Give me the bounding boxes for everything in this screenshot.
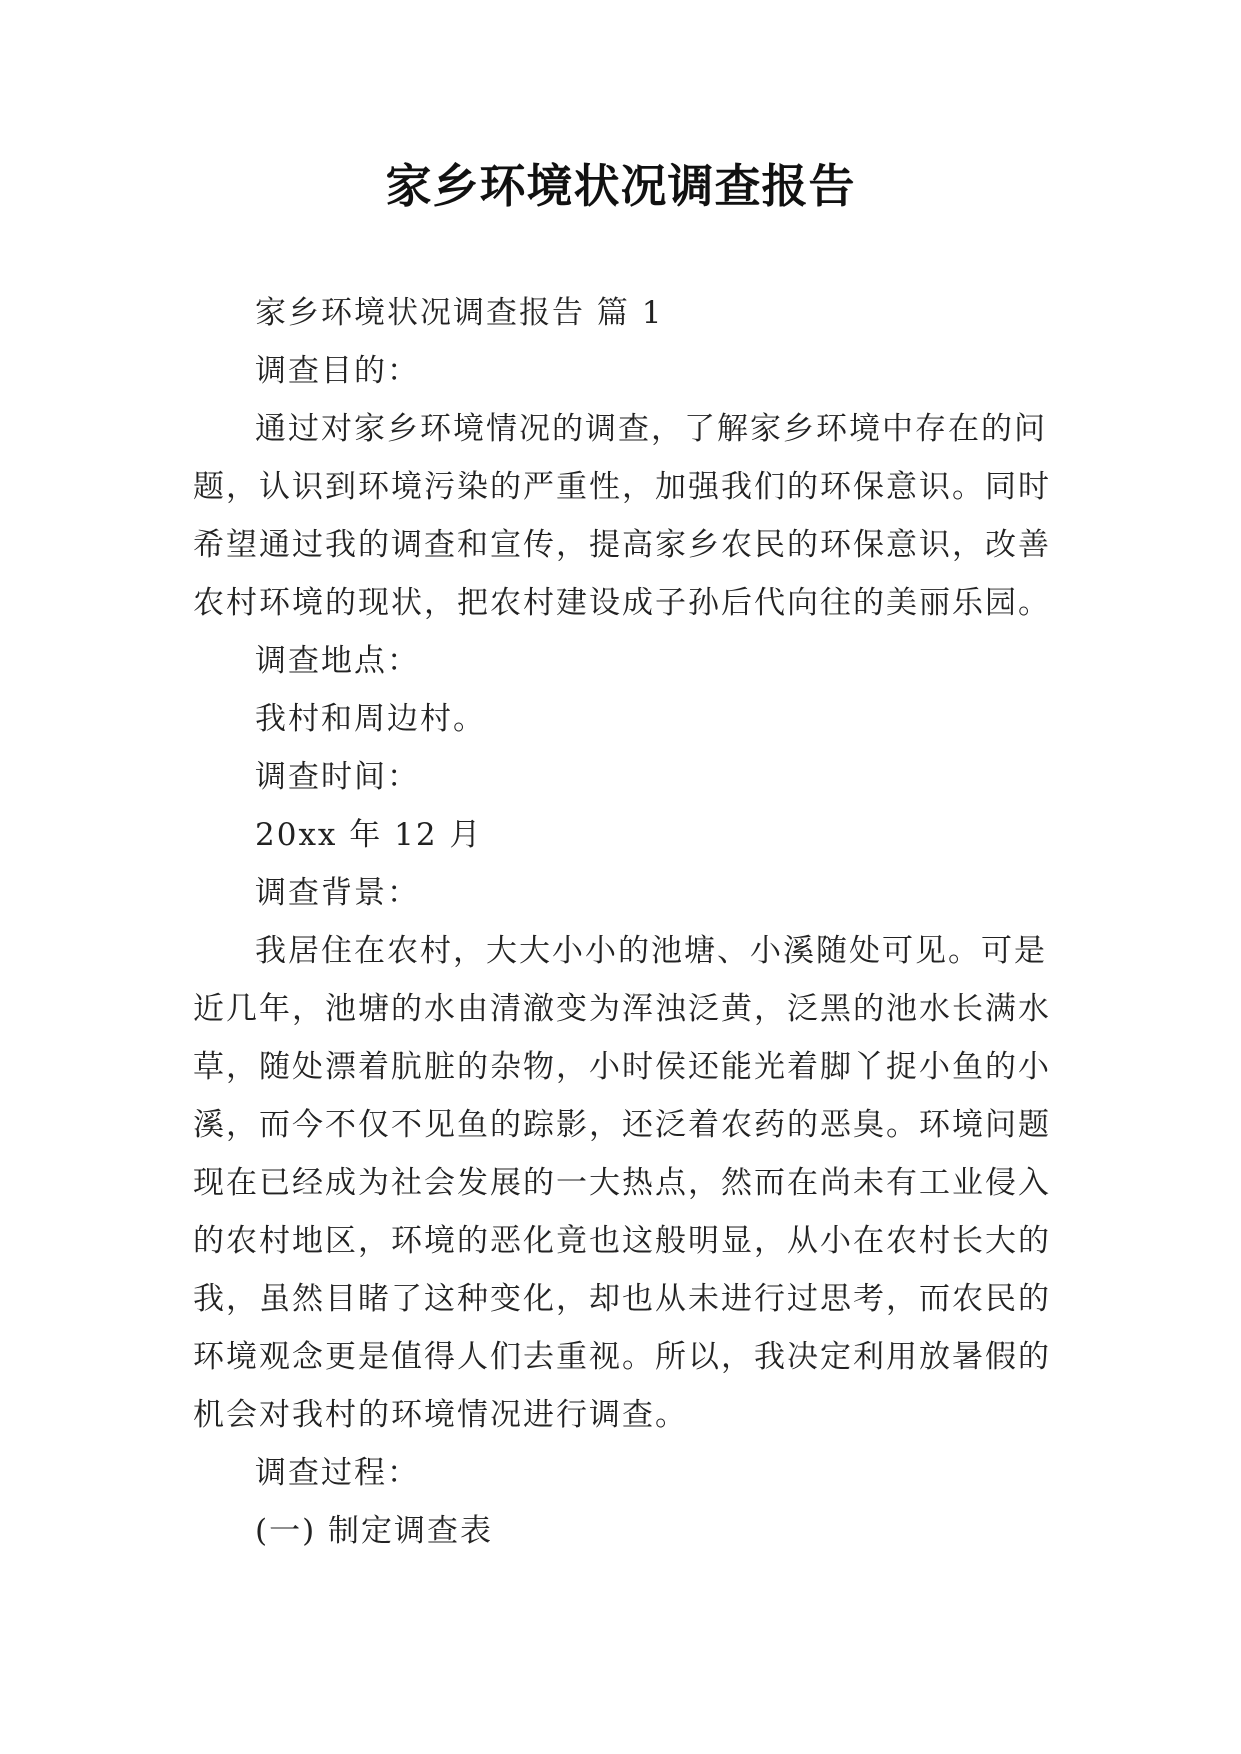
text-line: (一) 制定调查表	[255, 1513, 494, 1549]
paragraph-purpose-heading	[193, 342, 1053, 400]
text-line: 近几年，池塘的水由清澈变为浑浊泛黄，泛黑的池水长满水	[193, 991, 1051, 1027]
text-line: 调查过程：	[255, 1455, 420, 1491]
text-line: 环境观念更是值得人们去重视。所以，我决定利用放暑假的	[193, 1339, 1051, 1375]
text-line: 我村和周边村。	[255, 701, 486, 737]
text-line: 农村环境的现状，把农村建设成子孙后代向往的美丽乐园。	[193, 585, 1051, 621]
document-title: 家乡环境状况调查报告	[385, 159, 856, 213]
text-line: 我居住在农村，大大小小的池塘、小溪随处可见。可是	[255, 933, 1047, 969]
text-line: 草，随处漂着肮脏的杂物，小时侯还能光着脚丫捉小鱼的小	[193, 1049, 1051, 1085]
paragraph-process-step	[193, 1502, 1053, 1560]
text-line: 调查地点：	[255, 643, 420, 679]
text-line: 调查时间：	[255, 759, 420, 795]
text-line: 机会对我村的环境情况进行调查。	[193, 1397, 688, 1433]
paragraph-location-heading	[193, 632, 1053, 690]
text-line: 20xx 年 12 月	[255, 817, 483, 853]
paragraph-location	[193, 690, 1053, 748]
text-line: 调查背景：	[255, 875, 420, 911]
paragraph-time	[193, 806, 1053, 864]
text-line: 希望通过我的调查和宣传，提高家乡农民的环保意识，改善	[193, 527, 1051, 563]
paragraph-background-heading	[193, 864, 1053, 922]
paragraph-background	[193, 922, 1053, 1444]
text-line: 的农村地区，环境的恶化竟也这般明显，从小在农村长大的	[193, 1223, 1051, 1259]
text-line: 我，虽然目睹了这种变化，却也从未进行过思考，而农民的	[193, 1281, 1051, 1317]
text-line: 题，认识到环境污染的严重性，加强我们的环保意识。同时	[193, 469, 1051, 505]
text-line: 现在已经成为社会发展的一大热点，然而在尚未有工业侵入	[193, 1165, 1051, 1201]
paragraph-section-heading	[193, 284, 1053, 342]
paragraph-purpose	[193, 400, 1053, 632]
paragraph-time-heading	[193, 748, 1053, 806]
text-line: 溪，而今不仅不见鱼的踪影，还泛着农药的恶臭。环境问题	[193, 1107, 1051, 1143]
text-line: 调查目的：	[255, 353, 420, 389]
text-line: 通过对家乡环境情况的调查，了解家乡环境中存在的问	[255, 411, 1047, 447]
document-body	[193, 284, 1053, 1560]
text-line: 家乡环境状况调查报告 篇 1	[255, 295, 664, 331]
paragraph-process-heading	[193, 1444, 1053, 1502]
